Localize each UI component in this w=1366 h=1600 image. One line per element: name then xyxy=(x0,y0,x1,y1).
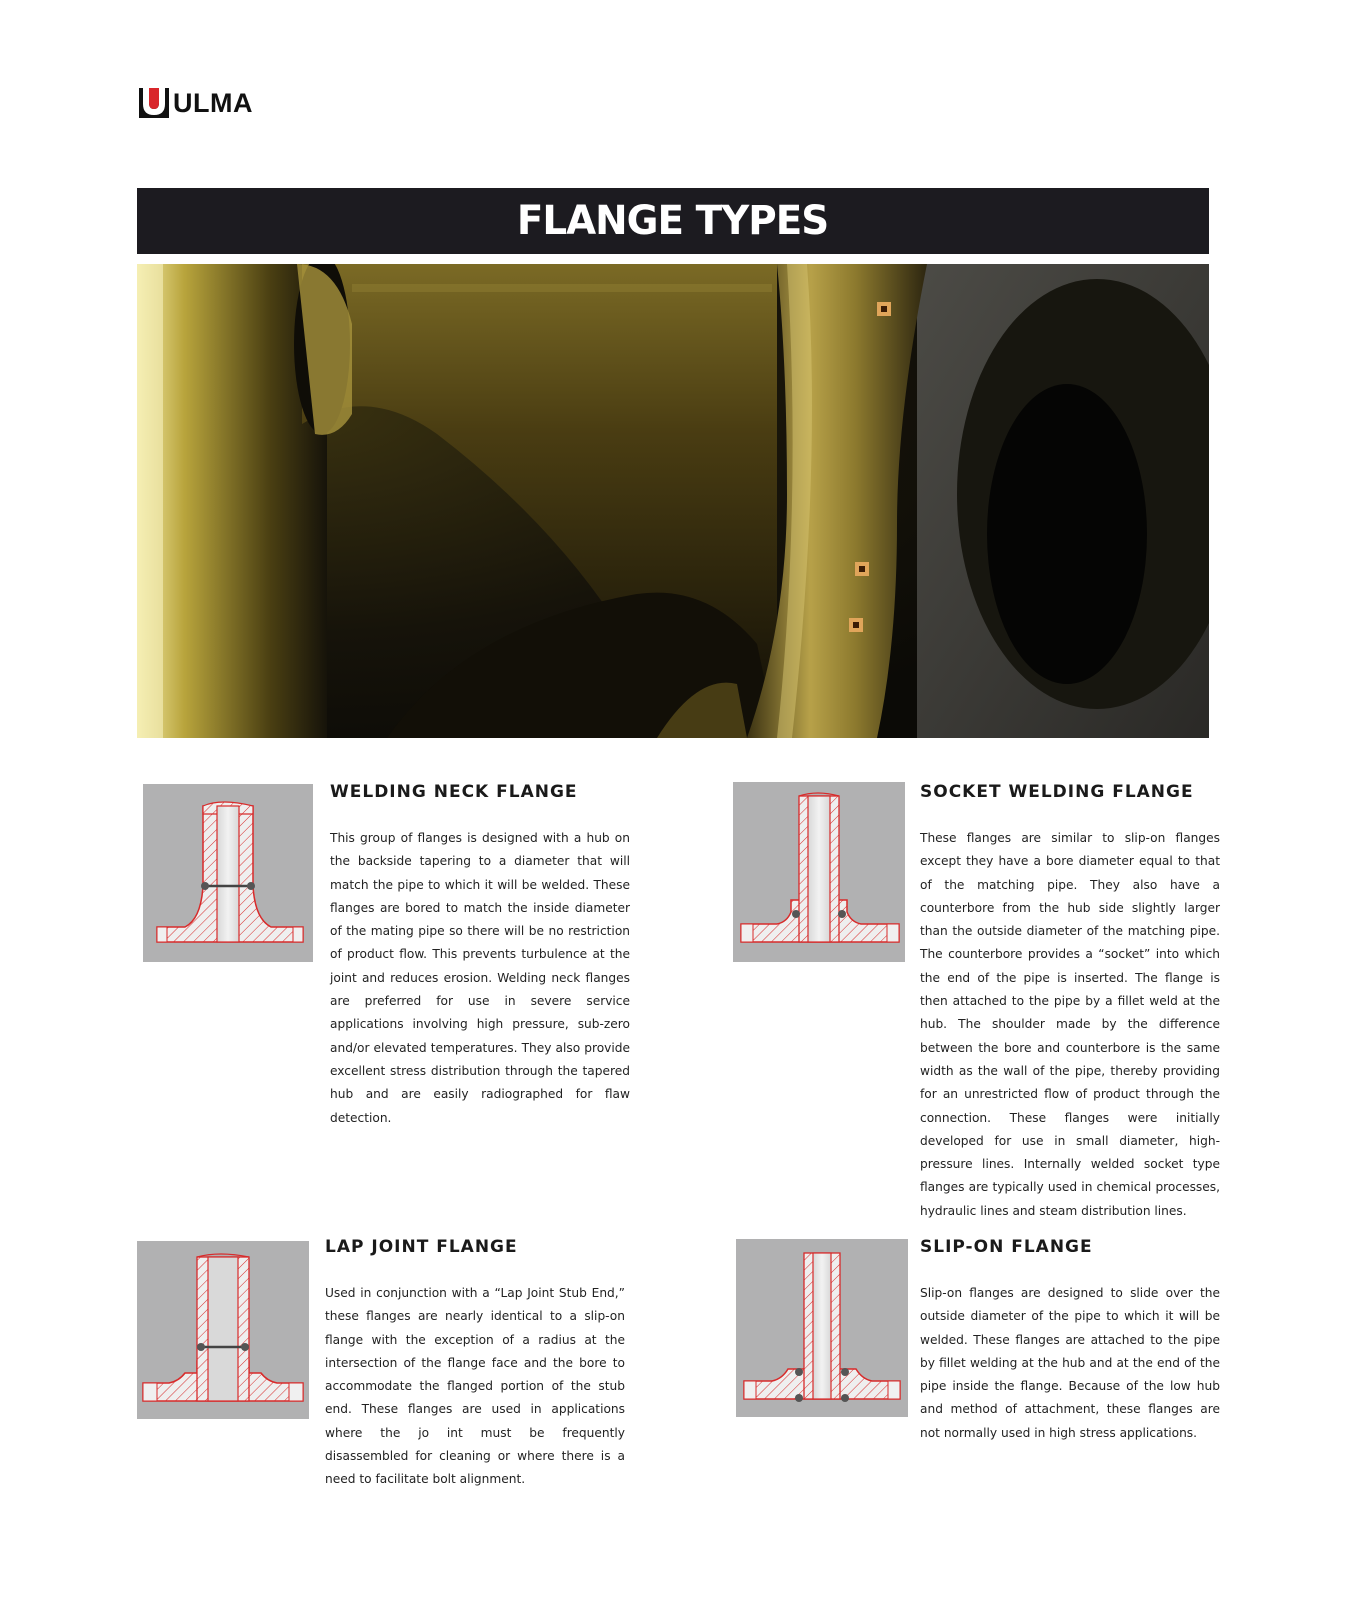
welding-neck-title: WELDING NECK FLANGE xyxy=(330,782,578,802)
slip-on-title: SLIP-ON FLANGE xyxy=(920,1237,1093,1257)
ulma-logo-icon xyxy=(139,88,169,118)
title-bar xyxy=(137,188,1209,254)
lap-joint-body: Used in conjunction with a “Lap Joint Stub End,” these flanges are nearly identical to a slip-on flange with the exception of a radius at the intersection of the flange face and the bore to accommodate the flanged portion of the stub end. These flanges are used in applications where the jo int must be frequently disassembled for cleaning or where there is a need to facilitate bolt alignment. xyxy=(325,1286,625,1487)
ulma-logo xyxy=(139,86,269,120)
socket-welding-title: SOCKET WELDING FLANGE xyxy=(920,782,1194,802)
welding-neck-body: This group of flanges is designed with a hub on the backside tapering to a diameter that will match the pipe to which it will be welded. These flanges are bored to match the inside diameter of the mating pipe so there will be no restriction of product flow. This prevents turbulence at the joint and reduces erosion. Welding neck flanges are preferred for use in severe service applications involving high pressure, sub-zero and/or elevated temperatures. They also provide excellent stress distribution through the tapered hub and are easily radiographed for flaw detection. xyxy=(330,831,630,1125)
slip-on-flange-diagram xyxy=(736,1239,908,1417)
brand-name: ULMA xyxy=(173,87,253,118)
socket-welding-flange-diagram xyxy=(733,782,905,962)
lap-joint-title: LAP JOINT FLANGE xyxy=(325,1237,518,1257)
socket-welding-body: These flanges are similar to slip-on flanges except they have a bore diameter equal to that of the matching pipe. They also have a counterbore from the hub side slightly larger than the outside diameter of the matching pipe. The counterbore provides a “socket” into which the end of the pipe is inserted. The flange is then attached to the pipe by a fillet weld at the hub. The shoulder made by the difference between the bore and counterbore is the same width as the wall of the pipe, thereby providing for an unrestricted flow of product through the connection. These flanges were initially developed for use in small diameter, high- pressure lines. Internally welded socket type flanges are typically used in chemical processes, hydraulic lines and steam distribution lines. xyxy=(920,831,1220,1218)
welding-neck-flange-diagram xyxy=(143,784,313,962)
slip-on-body: Slip-on flanges are designed to slide over the outside diameter of the pipe to which it will be welded. These flanges are attached to the pipe by fillet welding at the hub and at the end of the pipe inside the flange. Because of the low hub and method of attachment, these flanges are not normally used in high stress applications. xyxy=(920,1286,1220,1440)
hero-photo xyxy=(137,264,1209,738)
page-title: FLANGE TYPES xyxy=(517,198,829,244)
lap-joint-flange-diagram xyxy=(137,1241,309,1419)
